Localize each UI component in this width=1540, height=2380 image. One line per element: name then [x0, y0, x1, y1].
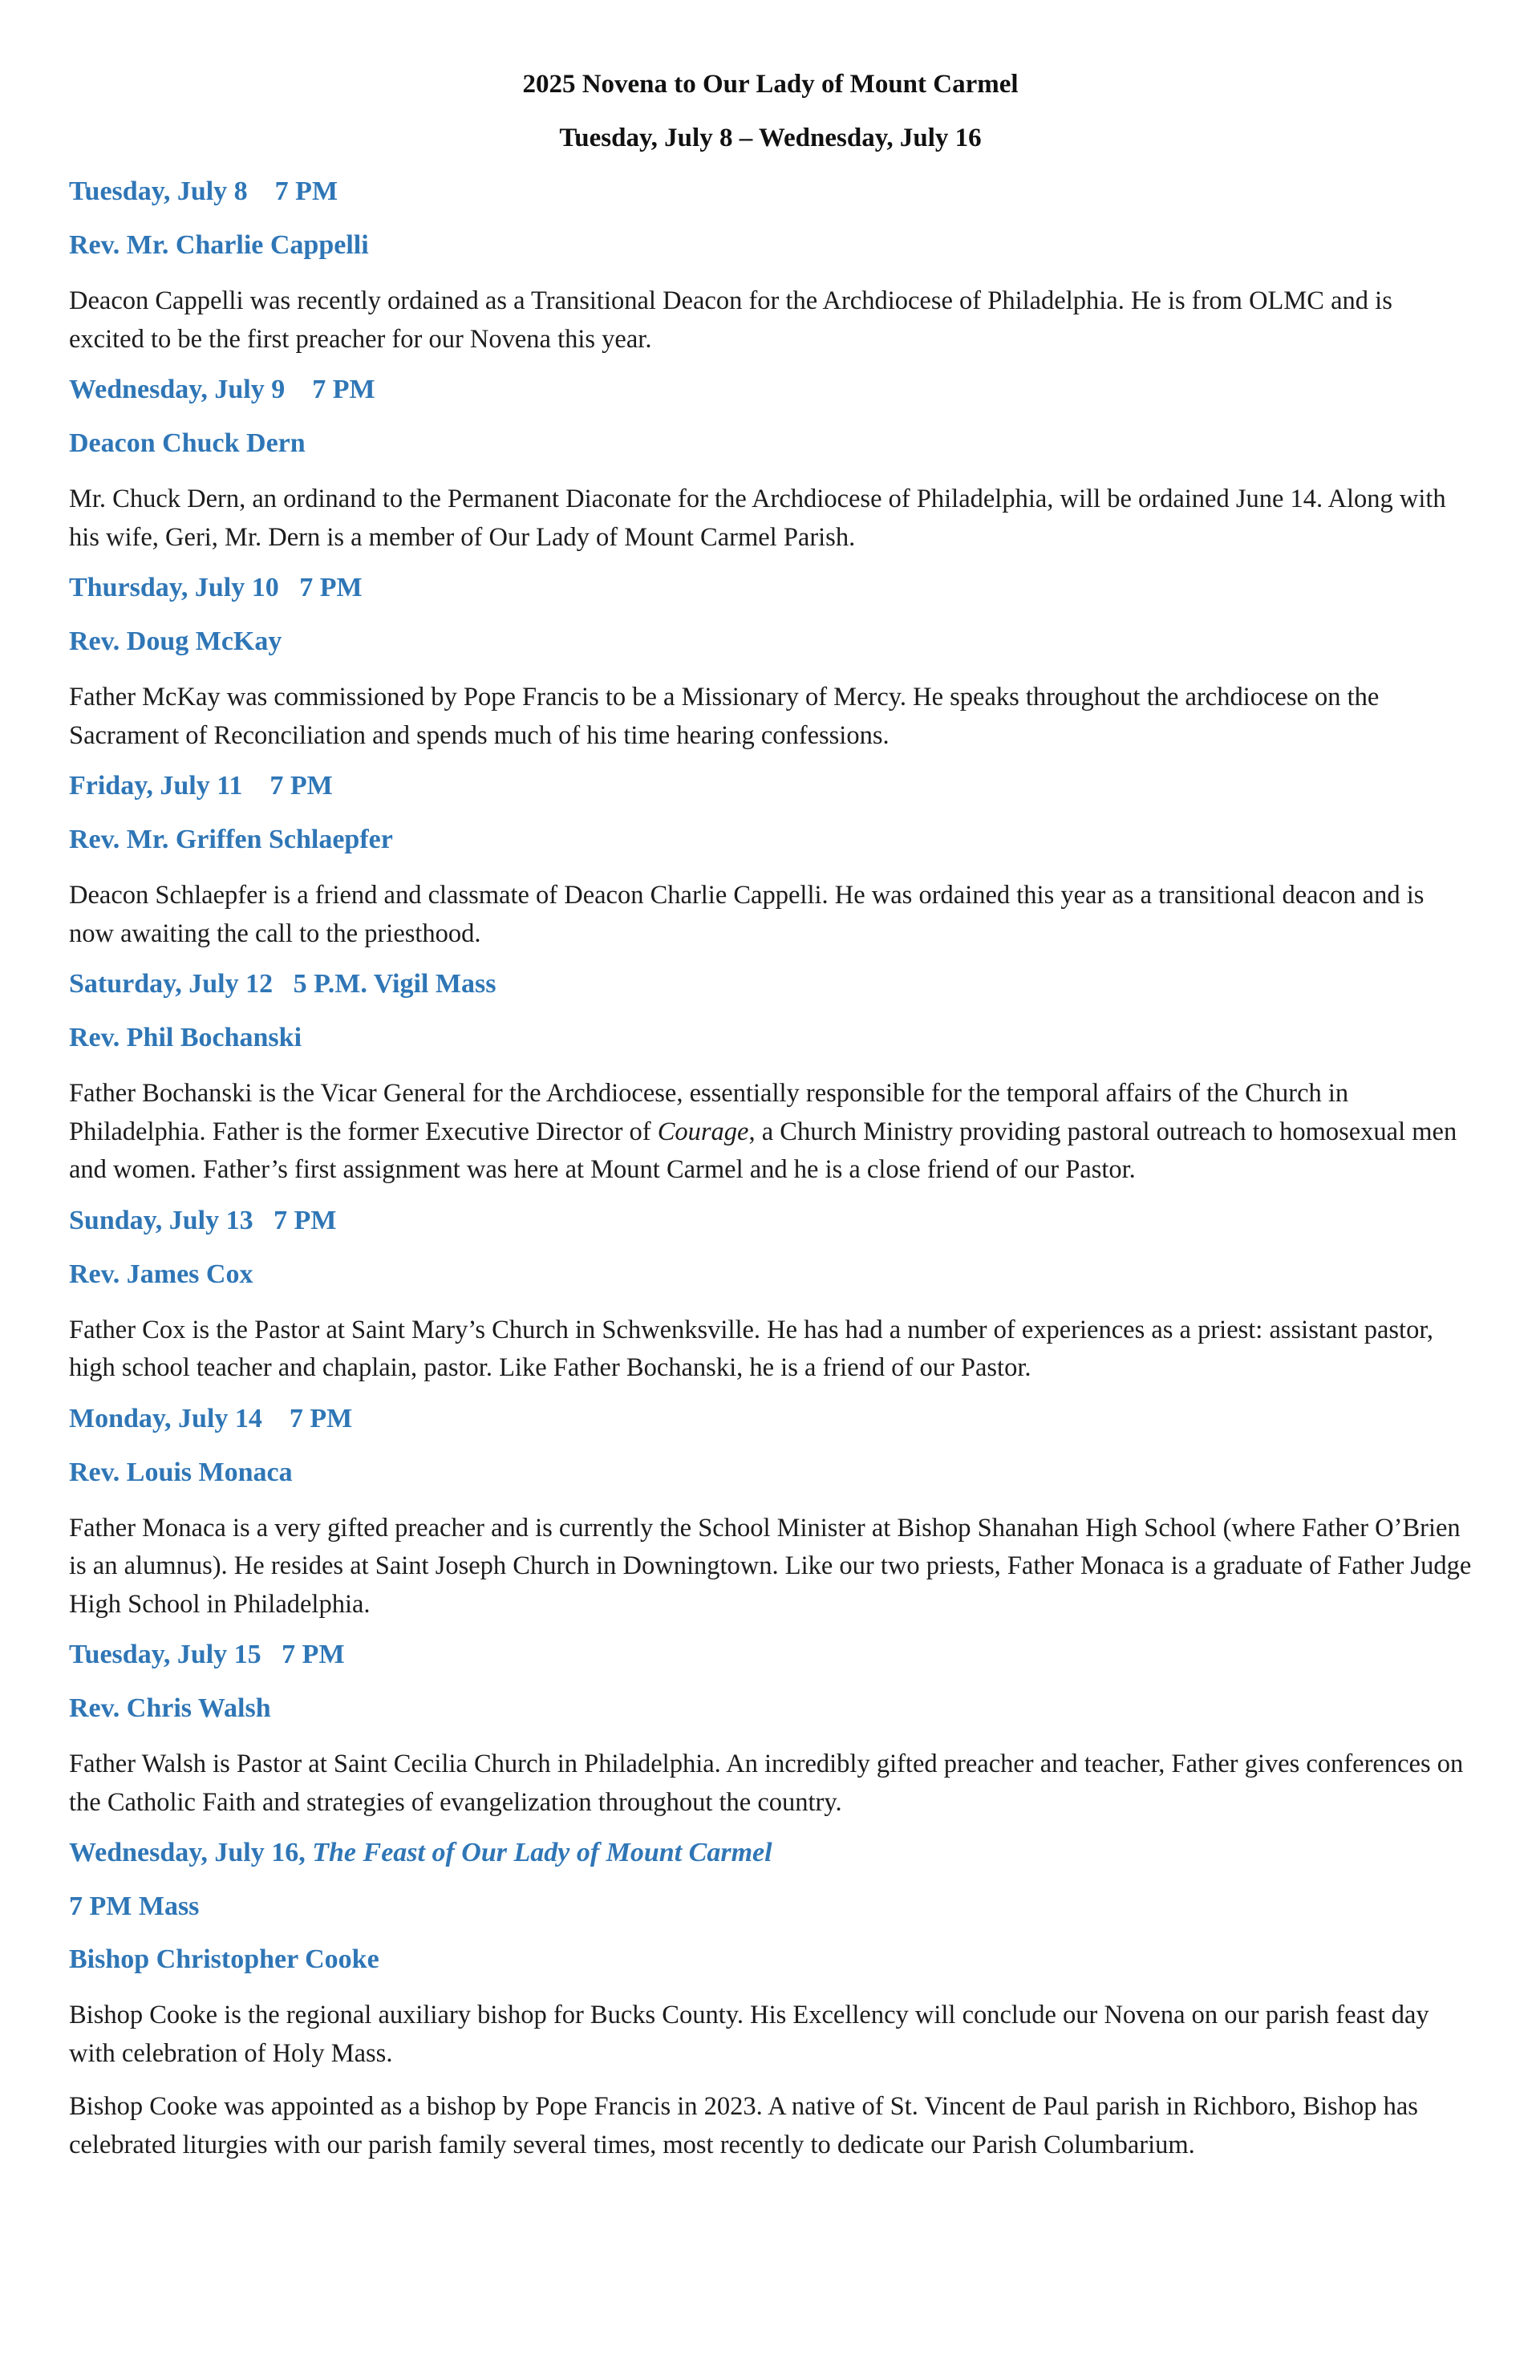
- entry-preacher: Bishop Christopher Cooke: [69, 1944, 379, 1974]
- entry-preacher: Rev. Doug McKay: [69, 626, 282, 656]
- entry-bio: Bishop Cooke is the regional auxiliary bishop for Bucks County. His Excellency will conclude our Novena on our parish feast day with celebration of Holy Mass.: [69, 2001, 1429, 2068]
- entry-bio: Father Cox is the Pastor at Saint Mary’s Church in Schwenksville. He has had a number of experiences as a priest: assistant pastor, high school teacher and chaplain, pastor. Like Father Bochanski, he is a friend of our Pastor.: [69, 1315, 1433, 1382]
- document-title: 2025 Novena to Our Lady of Mount Carmel: [522, 70, 1019, 99]
- ministry-name: Courage: [657, 1117, 749, 1146]
- novena-entry: [69, 1403, 1472, 1624]
- entry-preacher: Deacon Chuck Dern: [69, 428, 306, 458]
- entry-preacher: Rev. Chris Walsh: [69, 1693, 271, 1723]
- novena-entry: [69, 1639, 1472, 1822]
- entry-preacher: Rev. Phil Bochanski: [69, 1023, 302, 1052]
- entry-date-time: Tuesday, July 15 7 PM: [69, 1640, 345, 1669]
- novena-entry: [69, 1205, 1472, 1388]
- entry-bio: Father Walsh is Pastor at Saint Cecilia Church in Philadelphia. An incredibly gifted preacher and teacher, Father gives conferences on the Catholic Faith and strategies of evangelization throughout the country.: [69, 1750, 1464, 1817]
- entry-date-time: Friday, July 11 7 PM: [69, 771, 333, 801]
- entry-date-feast: [69, 1837, 1472, 1891]
- entry-bio-text: Father Bochanski is the Vicar General for the Archdiocese, essentially responsible for the temporal affairs of the Church in Philadelphia. Father is the former Executive Director of: [69, 1079, 1349, 1146]
- novena-entry: [69, 968, 1472, 1190]
- entry-bio: Deacon Schlaepfer is a friend and classmate of Deacon Charlie Cappelli. He was ordained this year as a transitional deacon and is now awaiting the call to the priesthood.: [69, 881, 1424, 948]
- entry-date: Wednesday, July 16,: [69, 1838, 313, 1867]
- entry-date-time: Wednesday, July 9 7 PM: [69, 375, 375, 404]
- entry-date-time: Saturday, July 12 5 P.M. Vigil Mass: [69, 969, 496, 999]
- novena-entry: [69, 770, 1472, 953]
- entry-preacher: Rev. Louis Monaca: [69, 1457, 293, 1487]
- entry-date-time: Thursday, July 10 7 PM: [69, 573, 363, 602]
- entry-preacher: Rev. James Cox: [69, 1259, 253, 1289]
- entry-date-time: Tuesday, July 8 7 PM: [69, 176, 338, 206]
- entry-date-time: Monday, July 14 7 PM: [69, 1403, 353, 1433]
- entry-preacher: Rev. Mr. Griffen Schlaepfer: [69, 825, 393, 854]
- entry-bio: Deacon Cappelli was recently ordained as a Transitional Deacon for the Archdiocese of Philadelphia. He is from OLMC and is excited to be the first preacher for our Novena this year.: [69, 286, 1392, 354]
- entry-bio: Mr. Chuck Dern, an ordinand to the Permanent Diaconate for the Archdiocese of Philadelphia, will be ordained June 14. Along with his wife, Geri, Mr. Dern is a member of Our Lady of Mount Carmel Parish.: [69, 485, 1446, 552]
- entry-date-time: Sunday, July 13 7 PM: [69, 1205, 337, 1235]
- entry-bio: Father Monaca is a very gifted preacher and is currently the School Minister at Bishop Shanahan High School (where Father O’Brien is an alumnus). He resides at Saint Joseph Church in Downingtown. Like our two priests, Father Monaca is a graduate of Father Judge High School in Philadelphia.: [69, 1513, 1472, 1619]
- entry-time: 7 PM Mass: [69, 1891, 200, 1921]
- entry-bio-text: , a Church Ministry providing pastoral outreach to homosexual men and women. Father’s first assignment was here at Mount Carmel and he is a close friend of our Pastor.: [69, 1117, 1457, 1184]
- entry-preacher: Rev. Mr. Charlie Cappelli: [69, 230, 369, 260]
- entry-bio: [69, 1075, 1472, 1190]
- novena-entry: [69, 374, 1472, 557]
- novena-entry: [69, 1837, 1472, 2164]
- entry-bio: Father McKay was commissioned by Pope Francis to be a Missionary of Mercy. He speaks throughout the archdiocese on the Sacrament of Reconciliation and spends much of his time hearing confessions.: [69, 683, 1380, 750]
- novena-entry: [69, 176, 1472, 359]
- document-subtitle: Tuesday, July 8 – Wednesday, July 16: [559, 124, 982, 152]
- novena-entry: [69, 572, 1472, 755]
- entry-bio-continued: Bishop Cooke was appointed as a bishop by Pope Francis in 2023. A native of St. Vincent de Paul parish in Richboro, Bishop has celebrated liturgies with our parish family several times, most recently to dedicate our Parish Columbarium.: [69, 2092, 1418, 2159]
- feast-name: The Feast of Our Lady of Mount Carmel: [312, 1838, 772, 1867]
